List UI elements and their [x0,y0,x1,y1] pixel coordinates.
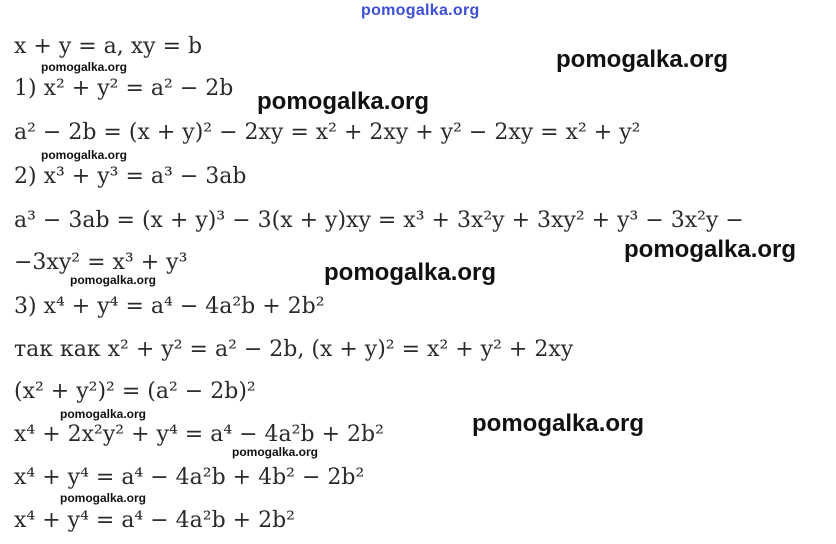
math-line-11: x⁴ + y⁴ = a⁴ − 4a²b + 4b² − 2b² [14,465,365,490]
math-line-10: x⁴ + 2x²y² + y⁴ = a⁴ − 4a²b + 2b² [14,422,384,447]
math-line-7: 3) x⁴ + y⁴ = a⁴ − 4a²b + 2b² [14,294,325,319]
watermark-large-4: pomogalka.org [324,259,497,286]
math-line-9: (x² + y²)² = (a² − 2b)² [14,379,256,404]
math-line-8: так как x² + y² = a² − 2b, (x + y)² = x² + y² + 2xy [14,337,574,362]
math-line-3: a² − 2b = (x + y)² − 2xy = x² + 2xy + y² − 2xy = x² + y² [14,120,641,145]
watermark-large-3: pomogalka.org [624,236,797,263]
watermark-small-6: pomogalka.org [60,491,147,505]
math-line-4: 2) x³ + y³ = a³ − 3ab [14,164,247,189]
watermark-large-2: pomogalka.org [257,88,430,115]
watermark-small-3: pomogalka.org [70,273,157,287]
watermark-large-1: pomogalka.org [556,46,729,73]
math-line-6: −3xy² = x³ + y³ [14,250,188,275]
watermark-small-2: pomogalka.org [41,148,128,162]
watermark-small-1: pomogalka.org [41,60,128,74]
math-line-1: x + y = a, xy = b [14,34,203,59]
watermark-large-5: pomogalka.org [472,410,645,437]
math-line-5: a³ − 3ab = (x + y)³ − 3(x + y)xy = x³ + 3x²y + 3xy² + y³ − 3x²y − [14,208,744,233]
math-line-2: 1) x² + y² = a² − 2b [14,76,234,101]
math-line-12: x⁴ + y⁴ = a⁴ − 4a²b + 2b² [14,508,296,533]
header-watermark: pomogalka.org [361,2,480,19]
watermark-small-5: pomogalka.org [232,445,319,459]
watermark-small-4: pomogalka.org [60,407,147,421]
